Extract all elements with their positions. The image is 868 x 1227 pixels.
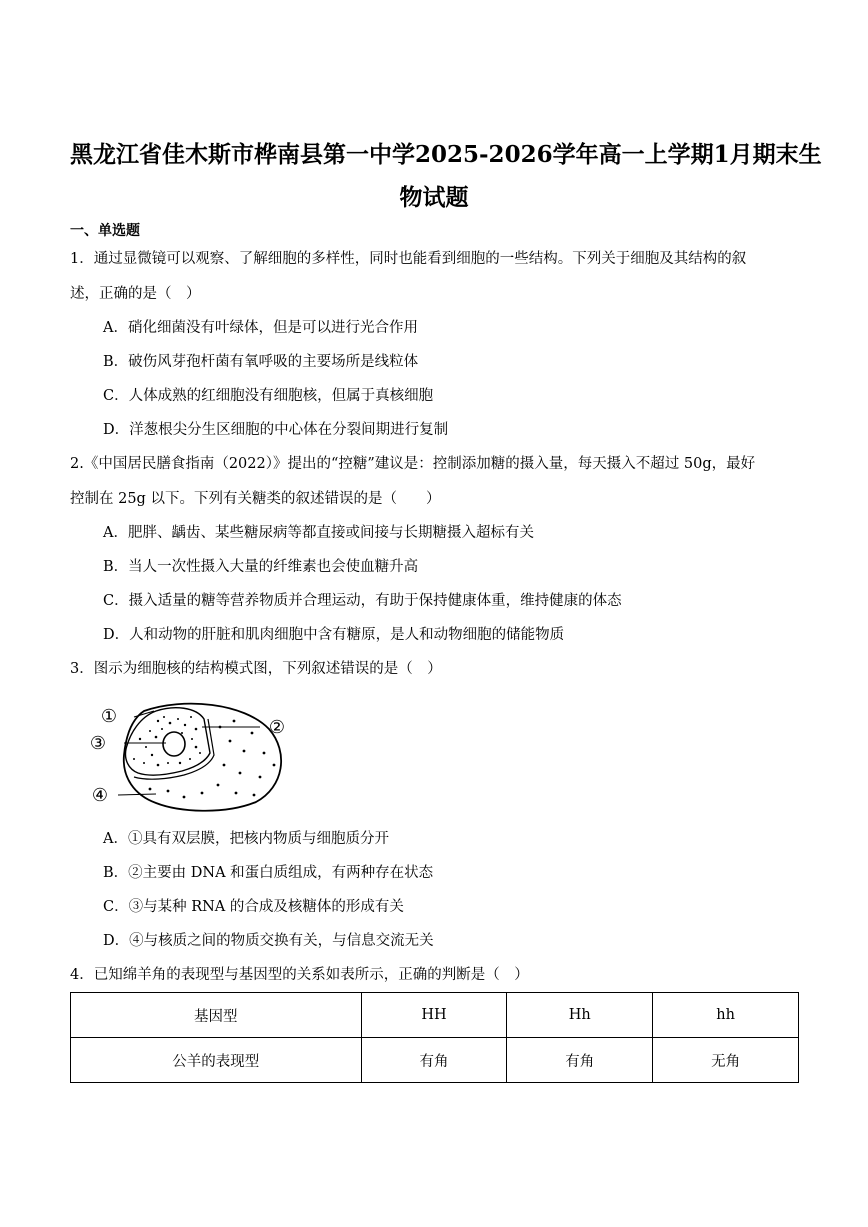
table-cell: HH bbox=[361, 993, 507, 1038]
table-cell: Hh bbox=[507, 993, 653, 1038]
q3-option-a: A．①具有双层膜，把核内物质与细胞质分开 bbox=[103, 831, 389, 847]
q1-option-a: A．硝化细菌没有叶绿体，但是可以进行光合作用 bbox=[103, 320, 418, 336]
label-1: ① bbox=[100, 706, 118, 727]
q2-stem-line-1: 2.《中国居民膳食指南（2022）》提出的“控糖”建议是：控制添加糖的摄入量，每天摄入不超过 50g，最好 bbox=[70, 456, 756, 472]
q3-option-b: B．②主要由 DNA 和蛋白质组成，有两种存在状态 bbox=[103, 865, 434, 881]
table-cell: 无角 bbox=[653, 1038, 799, 1083]
section-heading: 一、单选题 bbox=[70, 223, 140, 239]
q1-option-b: B．破伤风芽孢杆菌有氧呼吸的主要场所是线粒体 bbox=[103, 354, 419, 370]
exam-title-line-1: 黑龙江省佳木斯市桦南县第一中学2025-2026学年高一上学期1月期末生 bbox=[70, 141, 822, 168]
q2-option-b: B．当人一次性摄入大量的纤维素也会使血糖升高 bbox=[103, 559, 419, 575]
genotype-table bbox=[70, 992, 799, 1083]
q3-option-d: D．④与核质之间的物质交换有关，与信息交流无关 bbox=[103, 933, 434, 949]
table-row bbox=[71, 993, 799, 1038]
table-cell: 有角 bbox=[507, 1038, 653, 1083]
exam-title-line-2: 物试题 bbox=[399, 184, 469, 211]
q4-stem: 4．已知绵羊角的表现型与基因型的关系如表所示，正确的判断是（ ） bbox=[70, 967, 529, 983]
table-cell: hh bbox=[653, 993, 799, 1038]
q1-stem-line-1: 1．通过显微镜可以观察、了解细胞的多样性，同时也能看到细胞的一些结构。下列关于细胞及其结构的叙 bbox=[70, 251, 747, 267]
q1-option-c: C．人体成熟的红细胞没有细胞核，但属于真核细胞 bbox=[103, 388, 434, 404]
q1-stem-line-2: 述，正确的是（ ） bbox=[70, 286, 201, 302]
label-4: ④ bbox=[91, 785, 109, 806]
q3-stem: 3．图示为细胞核的结构模式图，下列叙述错误的是（ ） bbox=[70, 661, 442, 677]
q1-option-d: D．洋葱根尖分生区细胞的中心体在分裂间期进行复制 bbox=[103, 422, 449, 438]
table-cell: 基因型 bbox=[71, 993, 362, 1038]
cell-nucleus-diagram bbox=[84, 697, 294, 815]
q2-stem-line-2: 控制在 25g 以下。下列有关糖类的叙述错误的是（ ） bbox=[70, 491, 441, 507]
q2-option-d: D．人和动物的肝脏和肌肉细胞中含有糖原，是人和动物细胞的储能物质 bbox=[103, 627, 565, 643]
table-row bbox=[71, 1038, 799, 1083]
q2-option-c: C．摄入适量的糖等营养物质并合理运动，有助于保持健康体重，维持健康的体态 bbox=[103, 593, 622, 609]
label-3: ③ bbox=[89, 733, 107, 754]
label-2: ② bbox=[268, 717, 286, 738]
q3-option-c: C．③与某种 RNA 的合成及核糖体的形成有关 bbox=[103, 899, 404, 915]
table-cell: 有角 bbox=[361, 1038, 507, 1083]
table-cell: 公羊的表现型 bbox=[71, 1038, 362, 1083]
q2-option-a: A．肥胖、龋齿、某些糖尿病等都直接或间接与长期糖摄入超标有关 bbox=[103, 525, 534, 541]
